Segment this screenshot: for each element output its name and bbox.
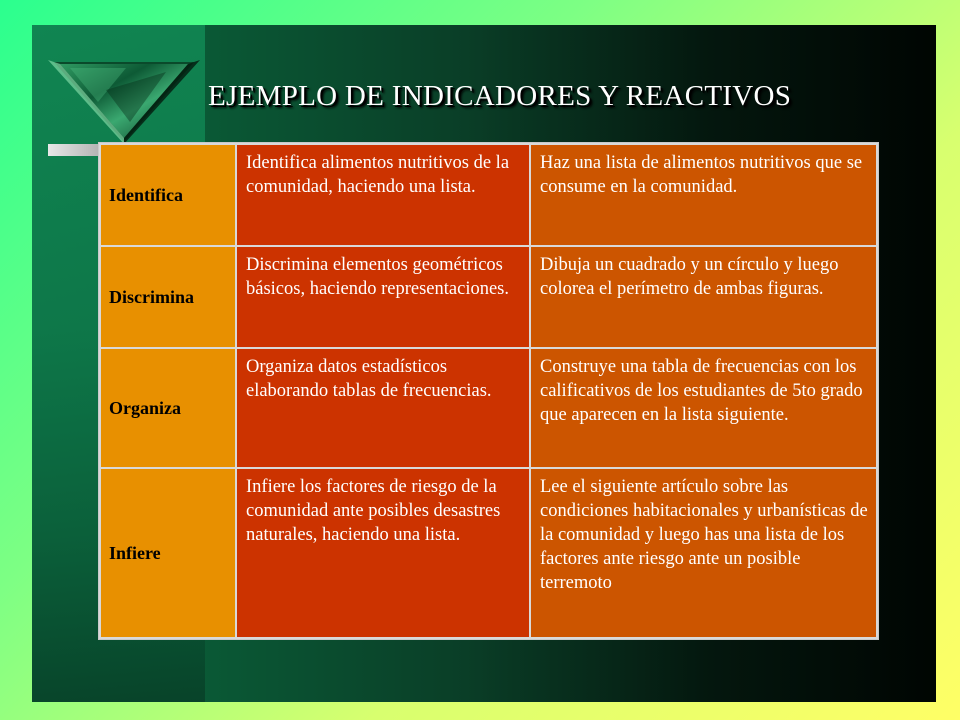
table-row [100, 468, 877, 638]
description-cell: Identifica alimentos nutritivos de la comunidad, haciendo una lista. [236, 144, 530, 246]
table-row [100, 144, 877, 246]
table-row [100, 246, 877, 348]
reactive-cell: Haz una lista de alimentos nutritivos que se consume en la comunidad. [530, 144, 877, 246]
indicator-cell: Discrimina [100, 246, 236, 348]
reactive-cell: Lee el siguiente artículo sobre las condiciones habitacionales y urbanísticas de la comunidad y luego has una lista de los factores ante riesgo ante un posible terremoto [530, 468, 877, 638]
reactive-cell: Dibuja un cuadrado y un círculo y luego colorea el perímetro de ambas figuras. [530, 246, 877, 348]
reactive-cell: Construye una tabla de frecuencias con los calificativos de los estudiantes de 5to grado que aparecen en la lista siguiente. [530, 348, 877, 468]
indicators-table [99, 143, 878, 639]
slide-title: EJEMPLO DE INDICADORES Y REACTIVOS [208, 80, 792, 112]
indicator-cell: Infiere [100, 468, 236, 638]
indicator-cell: Organiza [100, 348, 236, 468]
indicator-cell: Identifica [100, 144, 236, 246]
table-row [100, 348, 877, 468]
description-cell: Discrimina elementos geométricos básicos, haciendo representaciones. [236, 246, 530, 348]
description-cell: Organiza datos estadísticos elaborando tablas de frecuencias. [236, 348, 530, 468]
slide [32, 25, 936, 702]
description-cell: Infiere los factores de riesgo de la comunidad ante posibles desastres naturales, haciendo una lista. [236, 468, 530, 638]
